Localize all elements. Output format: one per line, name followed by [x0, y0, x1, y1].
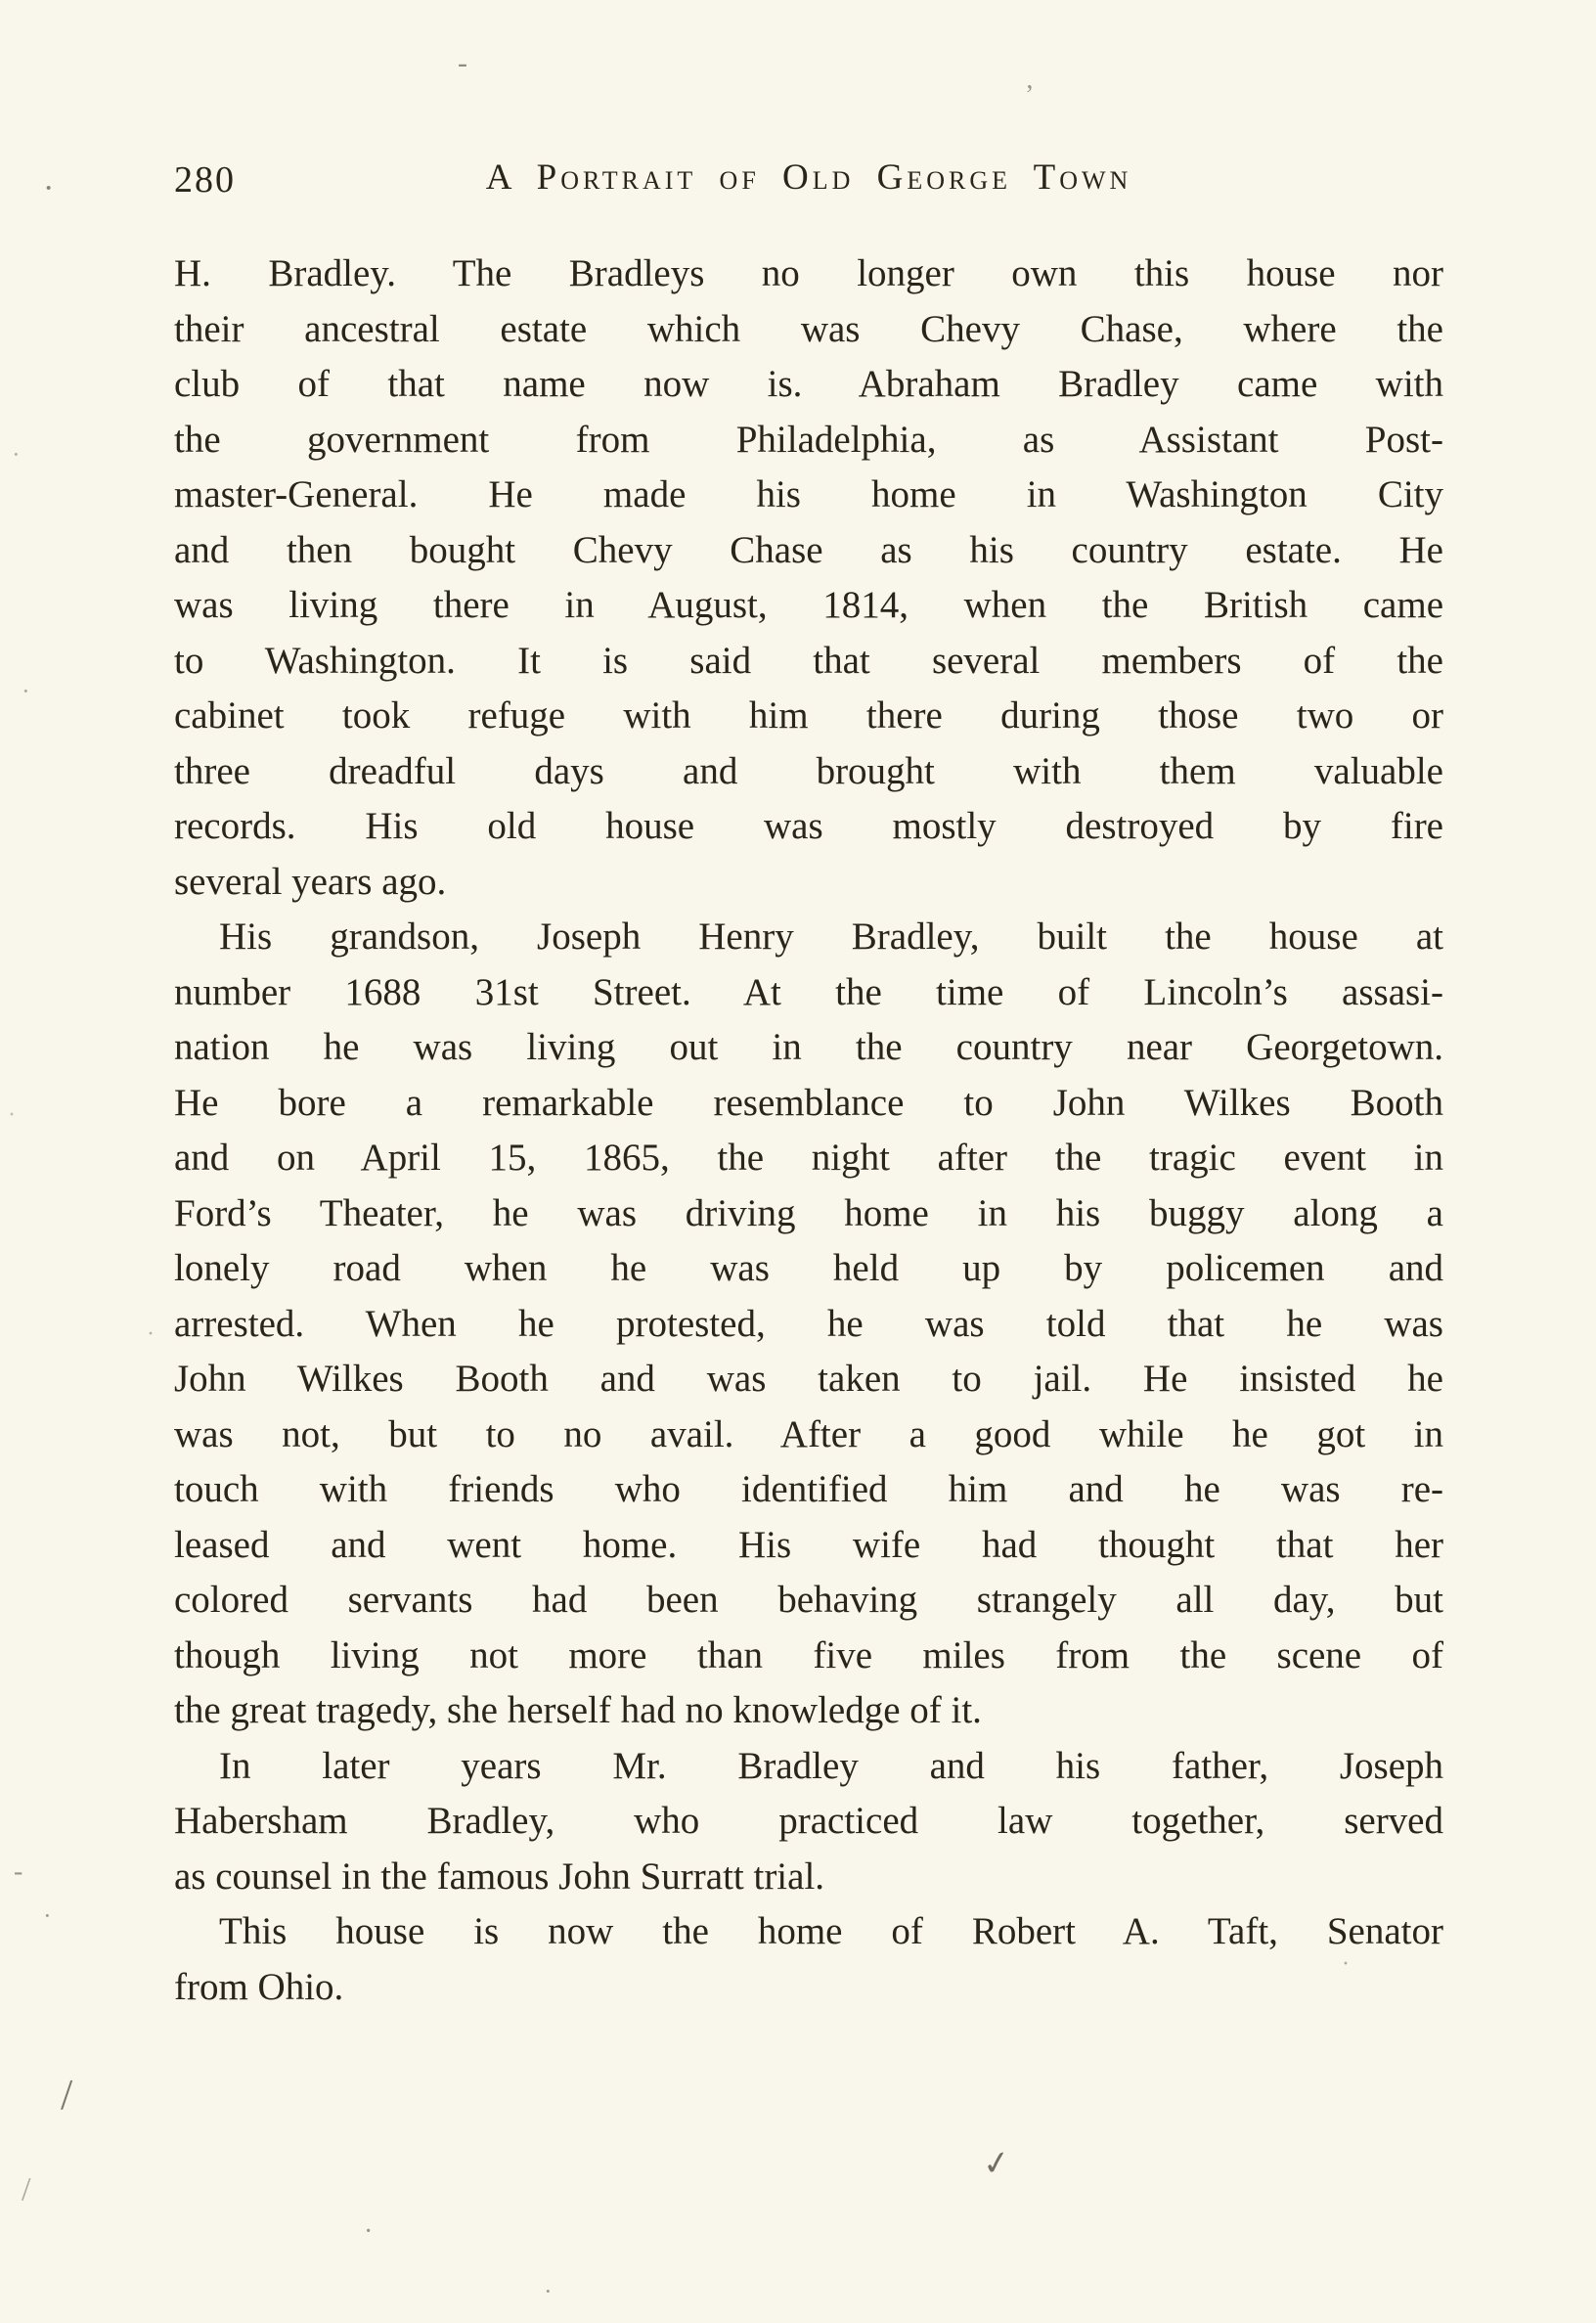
- paragraph: [174, 246, 1443, 910]
- text-line: lonely road when he was held up by policemen and: [174, 1247, 1443, 1289]
- scan-mark-dash: -: [14, 1856, 23, 1887]
- text-line: as counsel in the famous John Surratt trial.: [174, 1854, 825, 1898]
- text-line: Ford’s Theater, he was driving home in his buggy along a: [174, 1191, 1443, 1234]
- pen-mark: ✓: [980, 2144, 1013, 2184]
- text-line: and on April 15, 1865, the night after the tragic event in: [174, 1137, 1443, 1179]
- text-line: from Ohio.: [174, 1965, 344, 2008]
- text-line: three dreadful days and brought with them valuable: [174, 749, 1443, 792]
- text-block: [174, 156, 1443, 2015]
- page-number: 280: [174, 159, 236, 201]
- text-line: the great tragedy, she herself had no knowledge of it.: [174, 1689, 982, 1731]
- paragraph: [174, 1904, 1443, 2015]
- text-line: nation he was living out in the country near Georgetown.: [174, 1026, 1443, 1068]
- scan-mark-dot: ·: [544, 2277, 553, 2305]
- text-line: cabinet took refuge with him there during those two or: [174, 694, 1443, 737]
- page-body: [174, 246, 1443, 2015]
- scan-mark-dot: ·: [147, 1321, 155, 1347]
- running-title: A Portrait of Old George Town: [485, 157, 1132, 198]
- text-line: leased and went home. His wife had thought that her: [174, 1523, 1443, 1566]
- text-line: club of that name now is. Abraham Bradley came with: [174, 363, 1443, 405]
- scan-mark-dot: ·: [364, 2216, 374, 2247]
- text-line: records. His old house was mostly destroyed by fire: [174, 805, 1443, 847]
- text-line: Habersham Bradley, who practiced law together, served: [174, 1800, 1443, 1842]
- scan-mark-dot: ·: [43, 1901, 52, 1930]
- running-header: [174, 156, 1443, 213]
- text-line: John Wilkes Booth and was taken to jail. He insisted he: [174, 1358, 1443, 1400]
- scan-mark-slash: /: [61, 2071, 73, 2119]
- paragraph: [174, 1739, 1443, 1905]
- scan-mark-dash: -: [458, 47, 467, 79]
- text-line: He bore a remarkable resemblance to John Wilkes Booth: [174, 1081, 1443, 1124]
- text-line: H. Bradley. The Bradleys no longer own this house nor: [174, 252, 1443, 294]
- text-line: to Washington. It is said that several members of the: [174, 639, 1443, 682]
- scan-mark-slash: /: [22, 2171, 31, 2208]
- text-line: This house is now the home of Robert A. Taft, Senator: [219, 1910, 1443, 1952]
- scan-mark-dot: ·: [22, 677, 30, 705]
- scan-mark-dot: ·: [8, 1102, 16, 1128]
- text-line: His grandson, Joseph Henry Bradley, built the house at: [219, 916, 1443, 958]
- text-line: arrested. When he protested, he was told that he was: [174, 1302, 1443, 1345]
- text-line: touch with friends who identified him and he was re-: [174, 1468, 1443, 1510]
- text-line: was not, but to no avail. After a good while he got in: [174, 1412, 1443, 1455]
- text-line: was living there in August, 1814, when the British came: [174, 584, 1443, 626]
- text-line: master-General. He made his home in Washington City: [174, 473, 1443, 515]
- text-line: their ancestral estate which was Chevy Chase, where the: [174, 307, 1443, 350]
- text-line: the government from Philadelphia, as Assistant Post-: [174, 418, 1443, 461]
- text-line: In later years Mr. Bradley and his father, Joseph: [219, 1744, 1443, 1787]
- scan-mark-dot: ·: [1342, 1951, 1350, 1977]
- text-line: several years ago.: [174, 860, 447, 903]
- scan-mark-dot: ·: [12, 440, 21, 469]
- text-line: and then bought Chevy Chase as his country estate. He: [174, 528, 1443, 571]
- text-line: number 1688 31st Street. At the time of Lincoln’s assasi-: [174, 970, 1443, 1013]
- scan-mark-tick: ’: [1025, 80, 1035, 111]
- paragraph: [174, 910, 1443, 1739]
- text-line: colored servants had been behaving strangely all day, but: [174, 1579, 1443, 1621]
- text-line: though living not more than five miles from the scene of: [174, 1633, 1443, 1676]
- scan-mark-dot: ·: [43, 170, 55, 206]
